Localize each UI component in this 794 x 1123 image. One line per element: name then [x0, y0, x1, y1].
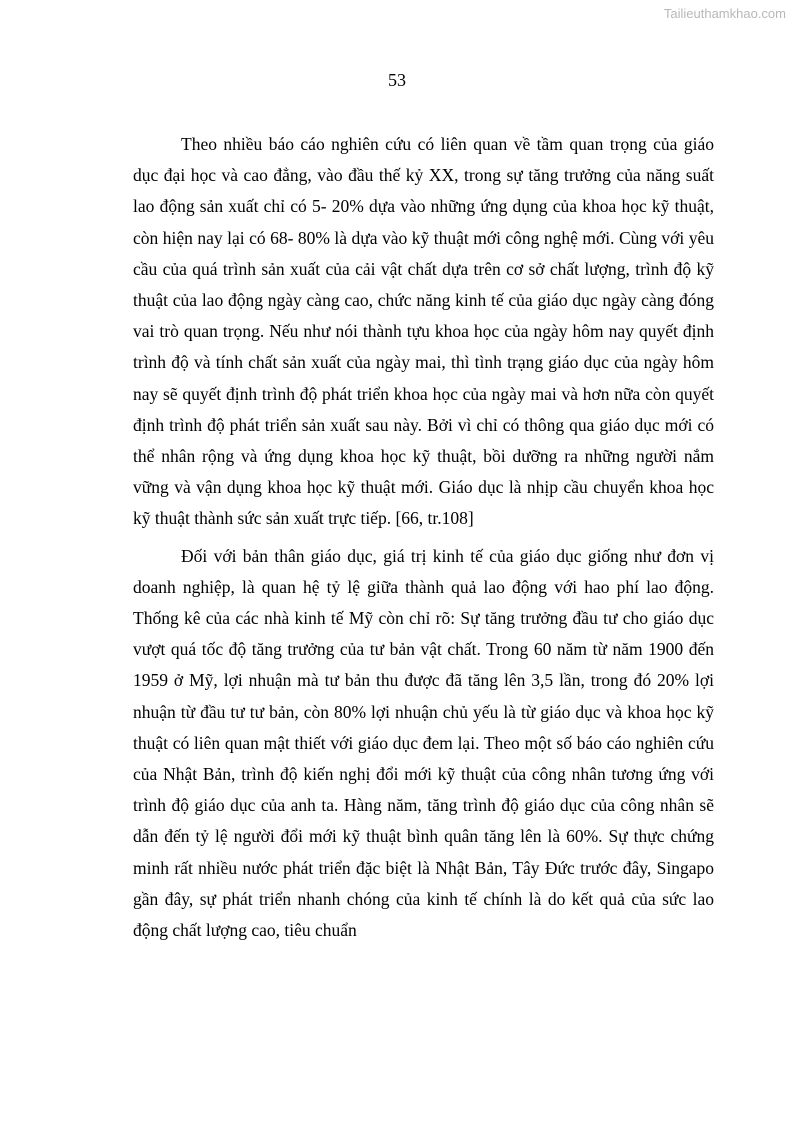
body-text	[133, 129, 714, 946]
page-number: 53	[388, 70, 406, 90]
paragraph-2: Đối với bản thân giáo dục, giá trị kinh tế của giáo dục giống như đơn vị doanh nghiệp, là quan hệ tỷ lệ giữa thành quả lao động với hao phí lao động. Thống kê của các nhà kinh tế Mỹ còn chỉ rõ: Sự tăng trưởng đầu tư cho giáo dục vượt quá tốc độ tăng trưởng của tư bản vật chất. Trong 60 năm từ năm 1900 đến 1959 ở Mỹ, lợi nhuận mà tư bản thu được đã tăng lên 3,5 lần, trong đó 20% lợi nhuận từ đầu tư tư bản, còn 80% lợi nhuận chủ yếu là từ giáo dục và khoa học kỹ thuật có liên quan mật thiết với giáo dục đem lại. Theo một số báo cáo nghiên cứu của Nhật Bản, trình độ kiến nghị đổi mới kỹ thuật của công nhân tương ứng với trình độ giáo dục của anh ta. Hàng năm, tăng trình độ giáo dục của công nhân sẽ dẫn đến tỷ lệ người đổi mới kỹ thuật bình quân tăng lên là 60%. Sự thực chứng minh rất nhiều nước phát triển đặc biệt là Nhật Bản, Tây Đức trước đây, Singapo gần đây, sự phát triển nhanh chóng của kinh tế chính là do kết quả của sức lao động chất lượng cao, tiêu chuẩn	[133, 545, 714, 941]
paragraph-1: Theo nhiều báo cáo nghiên cứu có liên quan về tầm quan trọng của giáo dục đại học và cao đẳng, vào đầu thế kỷ XX, trong sự tăng trưởng của năng suất lao động sản xuất chỉ có 5- 20% dựa vào những ứng dụng của khoa học kỹ thuật, còn hiện nay lại có 68- 80% là dựa vào kỹ thuật mới công nghệ mới. Cùng với yêu cầu của quá trình sản xuất của cải vật chất dựa trên cơ sở chất lượng, trình độ kỹ thuật của lao động ngày càng cao, chức năng kinh tế của giáo dục ngày càng đóng vai trò quan trọng. Nếu như nói thành tựu khoa học của ngày hôm nay quyết định trình độ và tính chất sản xuất của ngày mai, thì tình trạng giáo dục của ngày hôm nay sẽ quyết định trình độ phát triển khoa học của ngày mai và hơn nữa còn quyết định trình độ phát triển sản xuất sau này. Bởi vì chỉ có thông qua giáo dục mới có thể nhân rộng và ứng dụng khoa học kỹ thuật, bồi dưỡng ra những người nắm vững và vận dụng khoa học kỹ thuật mới. Giáo dục là nhịp cầu chuyển khoa học kỹ thuật thành sức sản xuất trực tiếp. [66, tr.108]	[133, 134, 714, 529]
watermark-text: Tailieuthamkhao.com	[663, 6, 786, 21]
